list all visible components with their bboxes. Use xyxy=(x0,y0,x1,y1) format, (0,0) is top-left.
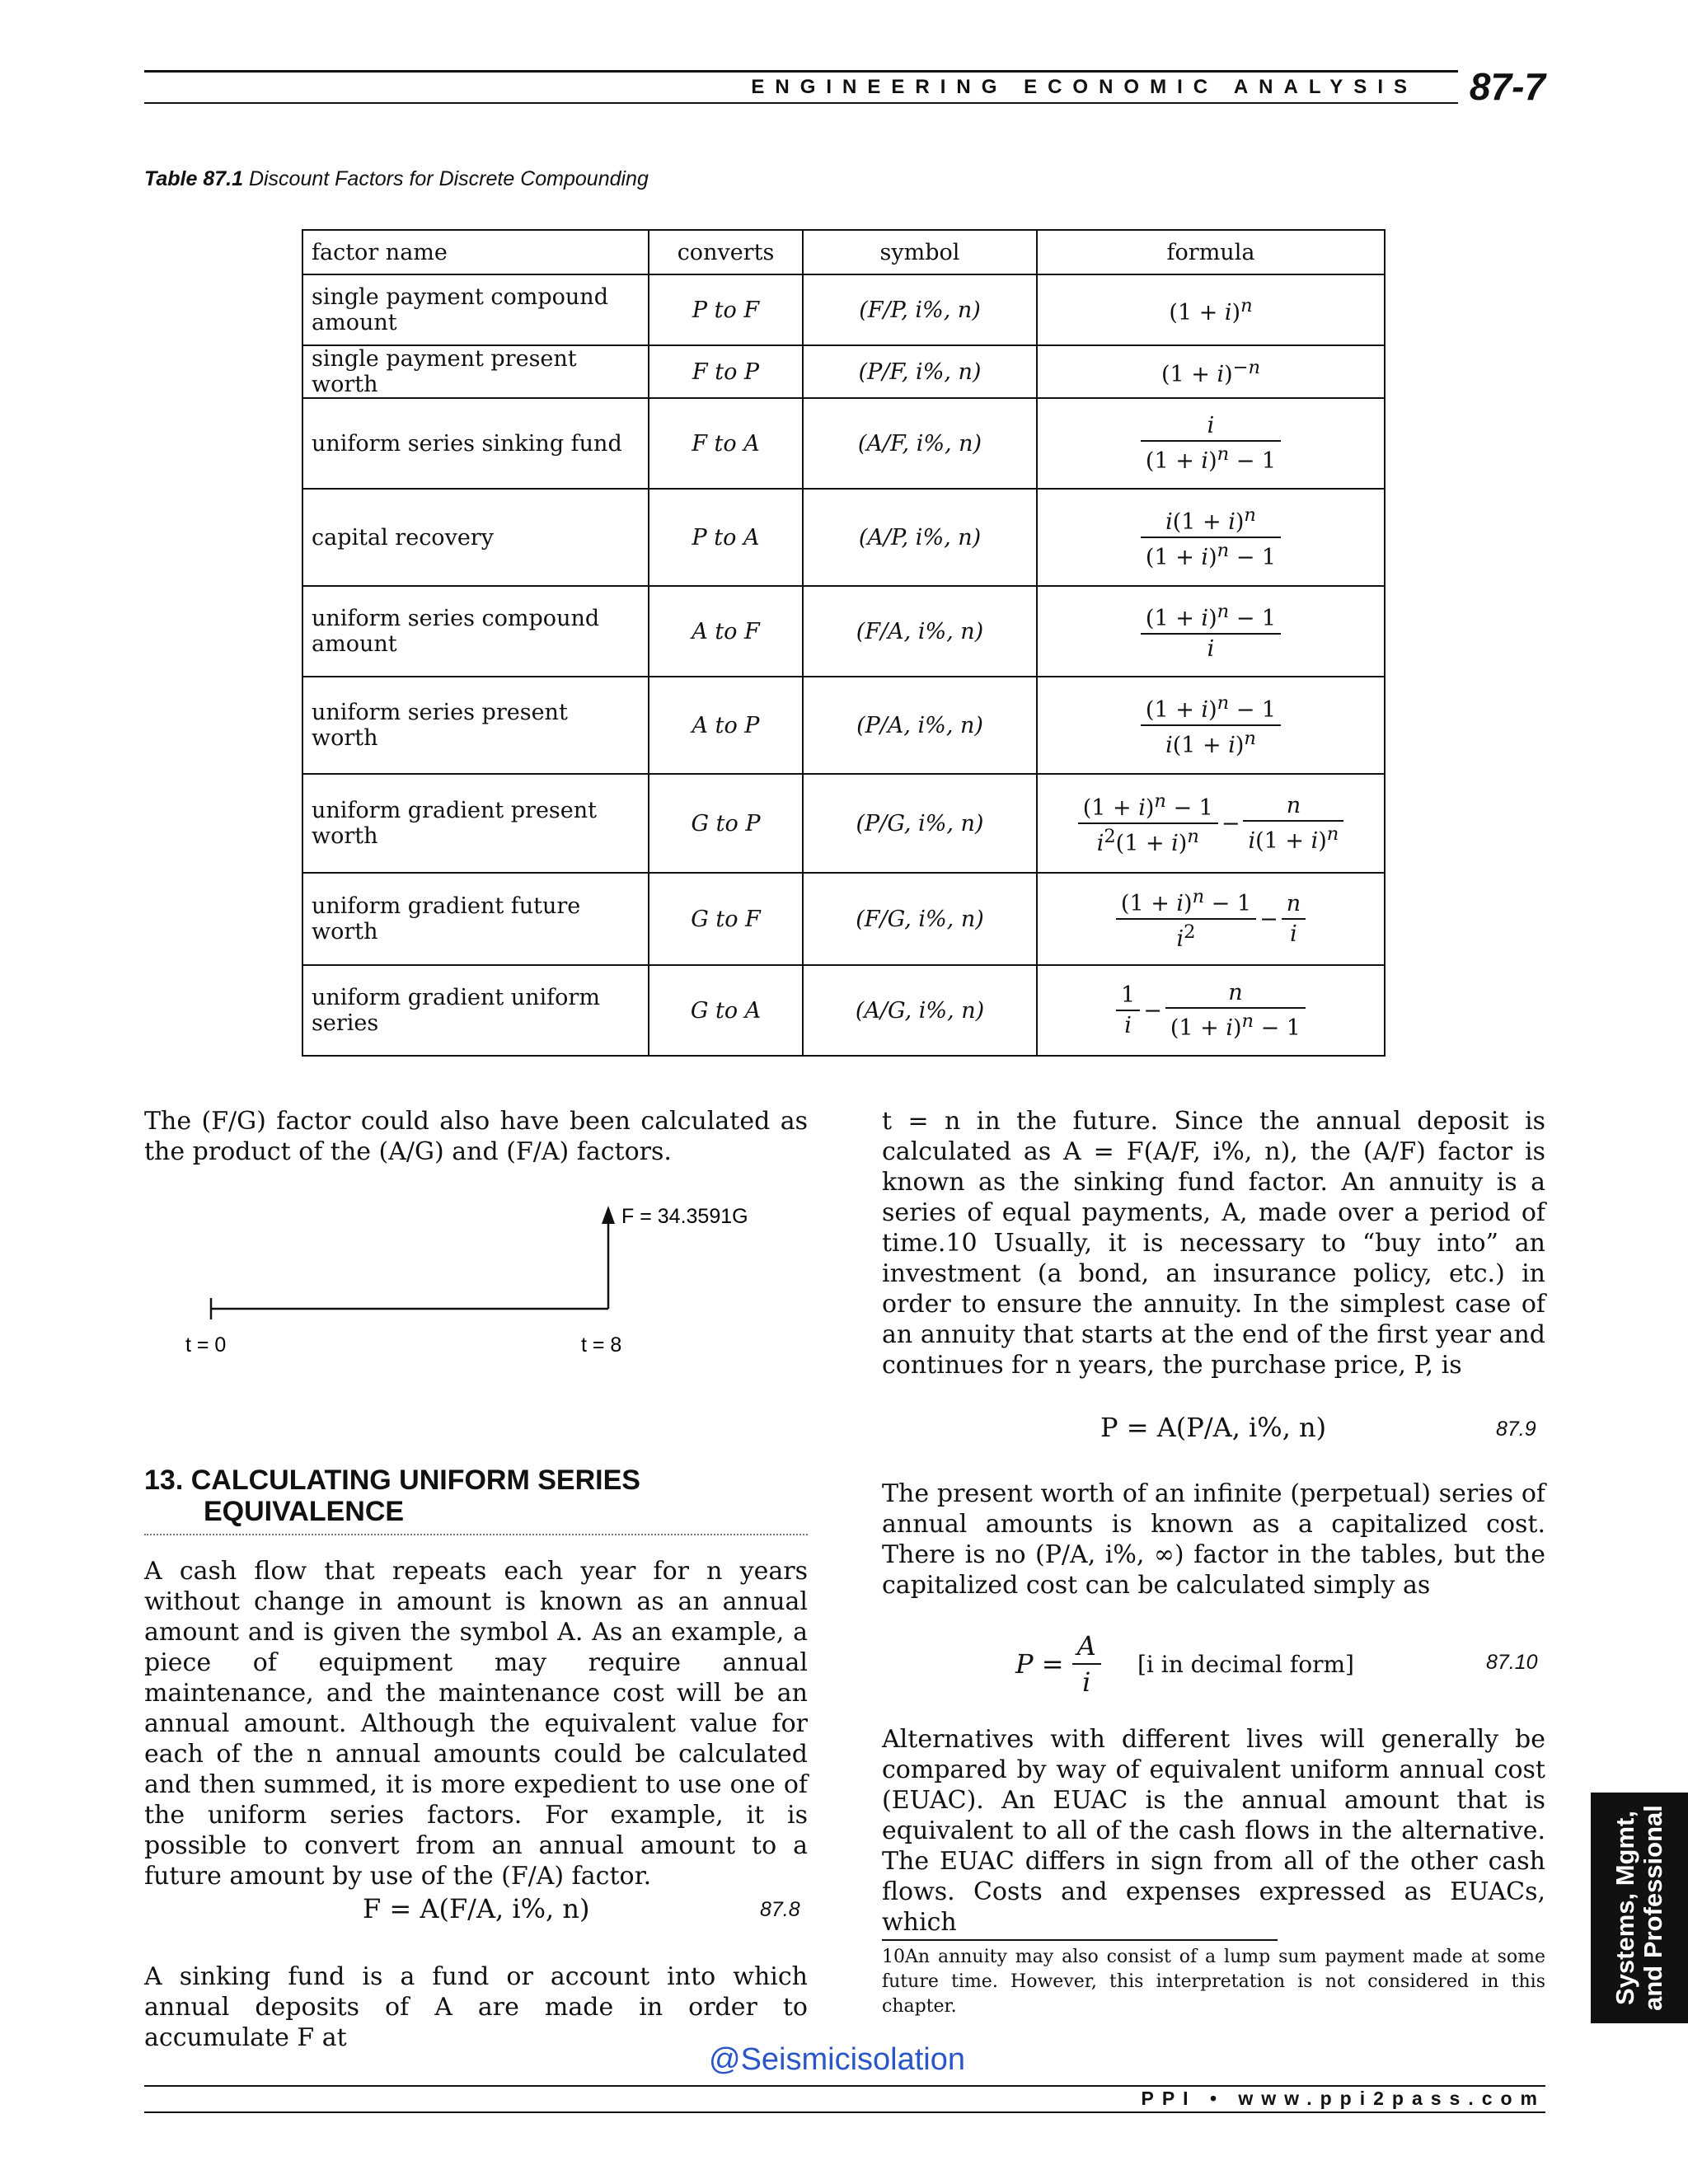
footnote: 10An annuity may also consist of a lump sum payment made at some future time. However, this interpretation is not considered in this chapter. xyxy=(882,1947,1545,2017)
equation-87-10: P = $\frac{A}{i}$ [i in decimal form] xyxy=(1015,1630,1354,1698)
side-tab-line-1: Systems, Mgmt, xyxy=(1611,1811,1639,2006)
col-header-formula: formula xyxy=(1037,230,1385,274)
paragraph-sinking-fund: A sinking fund is a fund or account into which annual deposits of A are made in order to accumulate F at xyxy=(144,1962,808,2052)
section-title-line-1: CALCULATING UNIFORM SERIES xyxy=(190,1465,640,1496)
equation-number-87-10: 87.10 xyxy=(1486,1651,1538,1674)
factor-name: uniform series compound amount xyxy=(302,586,649,677)
table-caption xyxy=(144,167,649,191)
factor-symbol: (P/G, i%, n) xyxy=(803,774,1037,873)
table-row xyxy=(302,677,1385,774)
factor-name: capital recovery xyxy=(302,489,649,586)
col-header-converts: converts xyxy=(649,230,803,274)
equation-87-8: F = A(F/A, i%, n) xyxy=(363,1893,590,1924)
factor-symbol: (F/A, i%, n) xyxy=(803,586,1037,677)
factor-symbol: (F/G, i%, n) xyxy=(803,873,1037,965)
factor-converts: G to A xyxy=(649,965,803,1056)
table-row xyxy=(302,489,1385,586)
factor-symbol: (P/A, i%, n) xyxy=(803,677,1037,774)
end-time-label: t = 8 xyxy=(581,1333,622,1357)
factor-formula: $\frac{(1 + i)^n - 1}{i}$ xyxy=(1037,586,1385,677)
running-head: ENGINEERING ECONOMIC ANALYSIS xyxy=(751,76,1418,98)
table-row xyxy=(302,345,1385,398)
paragraph-sinking-fund-continued: t = n in the future. Since the annual deposit is calculated as A = F(A/F, i%, n), the (A/F) factor is known as the sinking fund factor. An annuity is a series of equal payments, A, made over a period of time.10 Usually, it is necessary to “buy into” an investment (a bond, an insurance policy, etc.) in order to ensure the annuity. In the simplest case of an annuity that starts at the end of the first year and continues for n years, the purchase price, P, is xyxy=(882,1107,1545,1380)
factor-formula: $(1 + i)^n$ xyxy=(1037,274,1385,345)
fraction-a-over-i: $\frac{A}{i}$ xyxy=(1072,1630,1101,1698)
section-number: 13. xyxy=(144,1465,184,1496)
factor-name: uniform series present worth xyxy=(302,677,649,774)
watermark: @Seismicisolation xyxy=(709,2042,966,2077)
factor-formula: $\frac{(1 + i)^n - 1}{i^2}$ − $\frac{n}{i}$ xyxy=(1037,873,1385,965)
section-heading xyxy=(144,1465,808,1535)
chapter-side-tab xyxy=(1591,1793,1688,2023)
factor-formula: $\frac{(1 + i)^n - 1}{i(1 + i)^n}$ xyxy=(1037,677,1385,774)
paragraph-euac: Alternatives with different lives will generally be compared by way of equivalent uniform annual cost (EUAC). An EUAC is the annual amount that is equivalent to all of the cash flows in the alternative. The EUAC differs in sign from all of the other cash flows. Costs and expenses expressed as EUACs, which xyxy=(882,1725,1545,1937)
future-value-label: F = 34.3591G xyxy=(621,1205,748,1228)
factor-converts: P to F xyxy=(649,274,803,345)
factor-name: uniform gradient uniform series xyxy=(302,965,649,1056)
factor-symbol: (F/P, i%, n) xyxy=(803,274,1037,345)
col-header-factor-name: factor name xyxy=(302,230,649,274)
factor-formula: $\frac{i}{(1 + i)^n - 1}$ xyxy=(1037,398,1385,489)
cash-flow-diagram xyxy=(185,1199,783,1364)
table-row xyxy=(302,586,1385,677)
table-row xyxy=(302,398,1385,489)
equation-note: [i in decimal form] xyxy=(1137,1650,1354,1678)
table-row xyxy=(302,965,1385,1056)
factor-name: single payment compound amount xyxy=(302,274,649,345)
factor-converts: F to P xyxy=(649,345,803,398)
table-row xyxy=(302,274,1385,345)
equation-number-87-9: 87.9 xyxy=(1496,1418,1536,1441)
factor-symbol: (P/F, i%, n) xyxy=(803,345,1037,398)
page-header xyxy=(144,65,1545,108)
factor-converts: A to P xyxy=(649,677,803,774)
page-footer xyxy=(144,2085,1545,2113)
factor-formula: $(1 + i)^{-n}$ xyxy=(1037,345,1385,398)
factor-converts: F to A xyxy=(649,398,803,489)
factor-name: uniform series sinking fund xyxy=(302,398,649,489)
page-number: 87-7 xyxy=(1458,64,1545,109)
paragraph-fg-factor: The (F/G) factor could also have been calculated as the product of the (A/G) and (F/A) factors. xyxy=(144,1107,808,1166)
factor-formula: $\frac{i(1 + i)^n}{(1 + i)^n - 1}$ xyxy=(1037,489,1385,586)
factor-formula: $\frac{(1 + i)^n - 1}{i^2(1 + i)^n}$ − $\frac{n}{i(1 + i)^n}$ xyxy=(1037,774,1385,873)
footer-text: PPI • www.ppi2pass.com xyxy=(1141,2088,1545,2109)
equation-number-87-8: 87.8 xyxy=(760,1898,800,1921)
table-header-row xyxy=(302,230,1385,274)
table-row xyxy=(302,774,1385,873)
col-header-symbol: symbol xyxy=(803,230,1037,274)
start-time-label: t = 0 xyxy=(185,1333,227,1357)
factor-symbol: (A/G, i%, n) xyxy=(803,965,1037,1056)
factor-converts: G to F xyxy=(649,873,803,965)
factor-converts: A to F xyxy=(649,586,803,677)
discount-factor-table xyxy=(302,229,1386,1057)
table-title: Discount Factors for Discrete Compounding xyxy=(248,167,649,190)
table-label: Table 87.1 xyxy=(144,167,243,190)
equation-87-9: P = A(P/A, i%, n) xyxy=(1100,1412,1327,1443)
side-tab-line-2: and Professional xyxy=(1639,1805,1667,2011)
factor-name: single payment present worth xyxy=(302,345,649,398)
paragraph-capitalized-cost: The present worth of an infinite (perpetual) series of annual amounts is known as a capitalized cost. There is no (P/A, i%, ∞) factor in the tables, but the capitalized cost can be calculated simply as xyxy=(882,1479,1545,1600)
factor-name: uniform gradient present worth xyxy=(302,774,649,873)
footnote-rule xyxy=(882,1939,1278,1941)
factor-converts: P to A xyxy=(649,489,803,586)
section-title-line-2: EQUIVALENCE xyxy=(204,1496,405,1527)
factor-name: uniform gradient future worth xyxy=(302,873,649,965)
table-row xyxy=(302,873,1385,965)
paragraph-annual-amount: A cash flow that repeats each year for n years without change in amount is known as an annual amount and is given the symbol A. As an example, a piece of equipment may require annual maintenance, and the maintenance cost will be an annual amount. Although the equivalent value for each of the n annual amounts could be calculated and then summed, it is more expedient to use one of the uniform series factors. For example, it is possible to convert from an annual amount to a future amount by use of the (F/A) factor. xyxy=(144,1557,808,1891)
factor-symbol: (A/F, i%, n) xyxy=(803,398,1037,489)
factor-converts: G to P xyxy=(649,774,803,873)
factor-formula: $\frac{1}{i}$ − $\frac{n}{(1 + i)^n - 1}$ xyxy=(1037,965,1385,1056)
factor-symbol: (A/P, i%, n) xyxy=(803,489,1037,586)
arrow-head xyxy=(602,1206,615,1224)
